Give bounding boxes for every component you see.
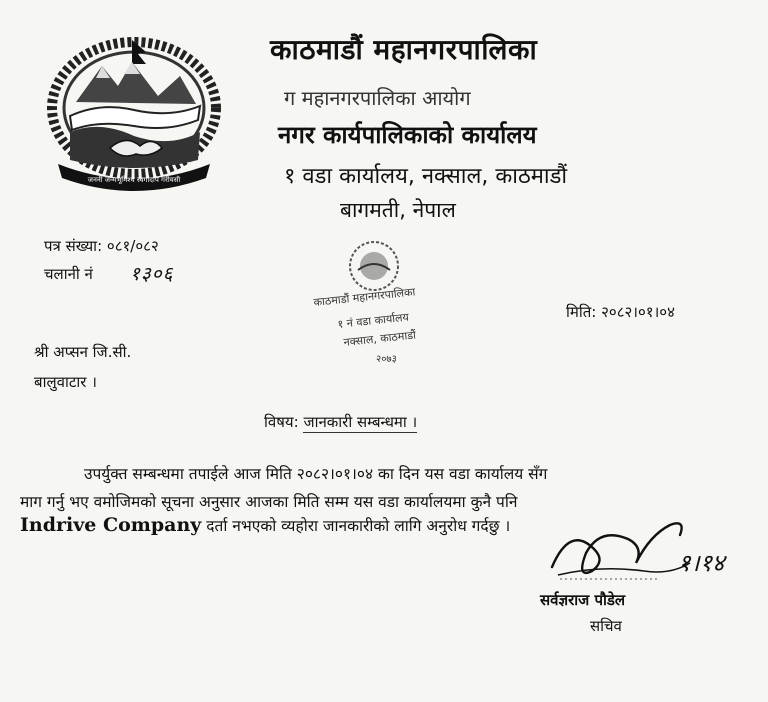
letter-date: मिति: २०८२।०१।०४ — [566, 303, 675, 321]
handwritten-signature — [540, 505, 750, 595]
body-line-2: माग गर्नु भए वमोजिमको सूचना अनुसार आजका मिति सम्म यस वडा कार्यालयमा कुनै पनि — [20, 493, 518, 511]
letterhead-subtitle: ग महानगरपालिका आयोग — [284, 86, 471, 110]
stamp-line-4: २०७३ — [376, 354, 397, 365]
subject-label: विषय: — [264, 413, 299, 431]
letterhead-office: नगर कार्यपालिकाको कार्यालय — [278, 121, 537, 149]
recipient-name: श्री अप्सन जि.सी. — [34, 343, 132, 361]
recipient-address: बालुवाटार । — [34, 373, 97, 391]
emblem-ribbon-text: जननी जन्मभूमिश्च स्वर्गादपि गरीयसी — [87, 176, 181, 184]
nepal-emblem-icon — [40, 36, 228, 196]
stamp-line-2: १ नं वडा कार्यालय — [336, 310, 410, 331]
letterhead-ward: १ वडा कार्यालय, नक्साल, काठमाडौं — [284, 164, 568, 189]
chalani-number: १३०६ — [130, 263, 174, 285]
signatory-name: सर्वज्ञराज पौडेल — [540, 591, 626, 609]
body-line-3-text: दर्ता नभएको व्यहोरा जानकारीको लागि अनुरोध गर्दछु । — [206, 517, 511, 535]
handwritten-number: १।१४ — [678, 549, 725, 577]
letterhead-province: बागमती, नेपाल — [340, 198, 456, 222]
body-line-1: उपर्युक्त सम्बन्धमा तपाईले आज मिति २०८२।०१।०४ का दिन यस वडा कार्यालय सँग — [84, 465, 548, 483]
signatory-title: सचिव — [590, 617, 622, 635]
subject-text: जानकारी सम्बन्धमा । — [303, 413, 418, 431]
letterhead-title: काठमाडौं महानगरपालिका — [270, 33, 538, 66]
stamp-line-1: काठमाडौं महानगरपालिका — [312, 285, 416, 309]
chalani-label: चलानी नं — [44, 265, 93, 283]
office-stamp — [300, 230, 460, 370]
company-name: Indrive Company — [20, 514, 202, 536]
subject-line — [264, 412, 417, 432]
patra-sankhya: पत्र संख्या: ०८१/०८२ — [44, 237, 159, 255]
body-line-3 — [20, 514, 510, 536]
stamp-line-3: नक्साल, काठमाडौं — [342, 328, 417, 349]
